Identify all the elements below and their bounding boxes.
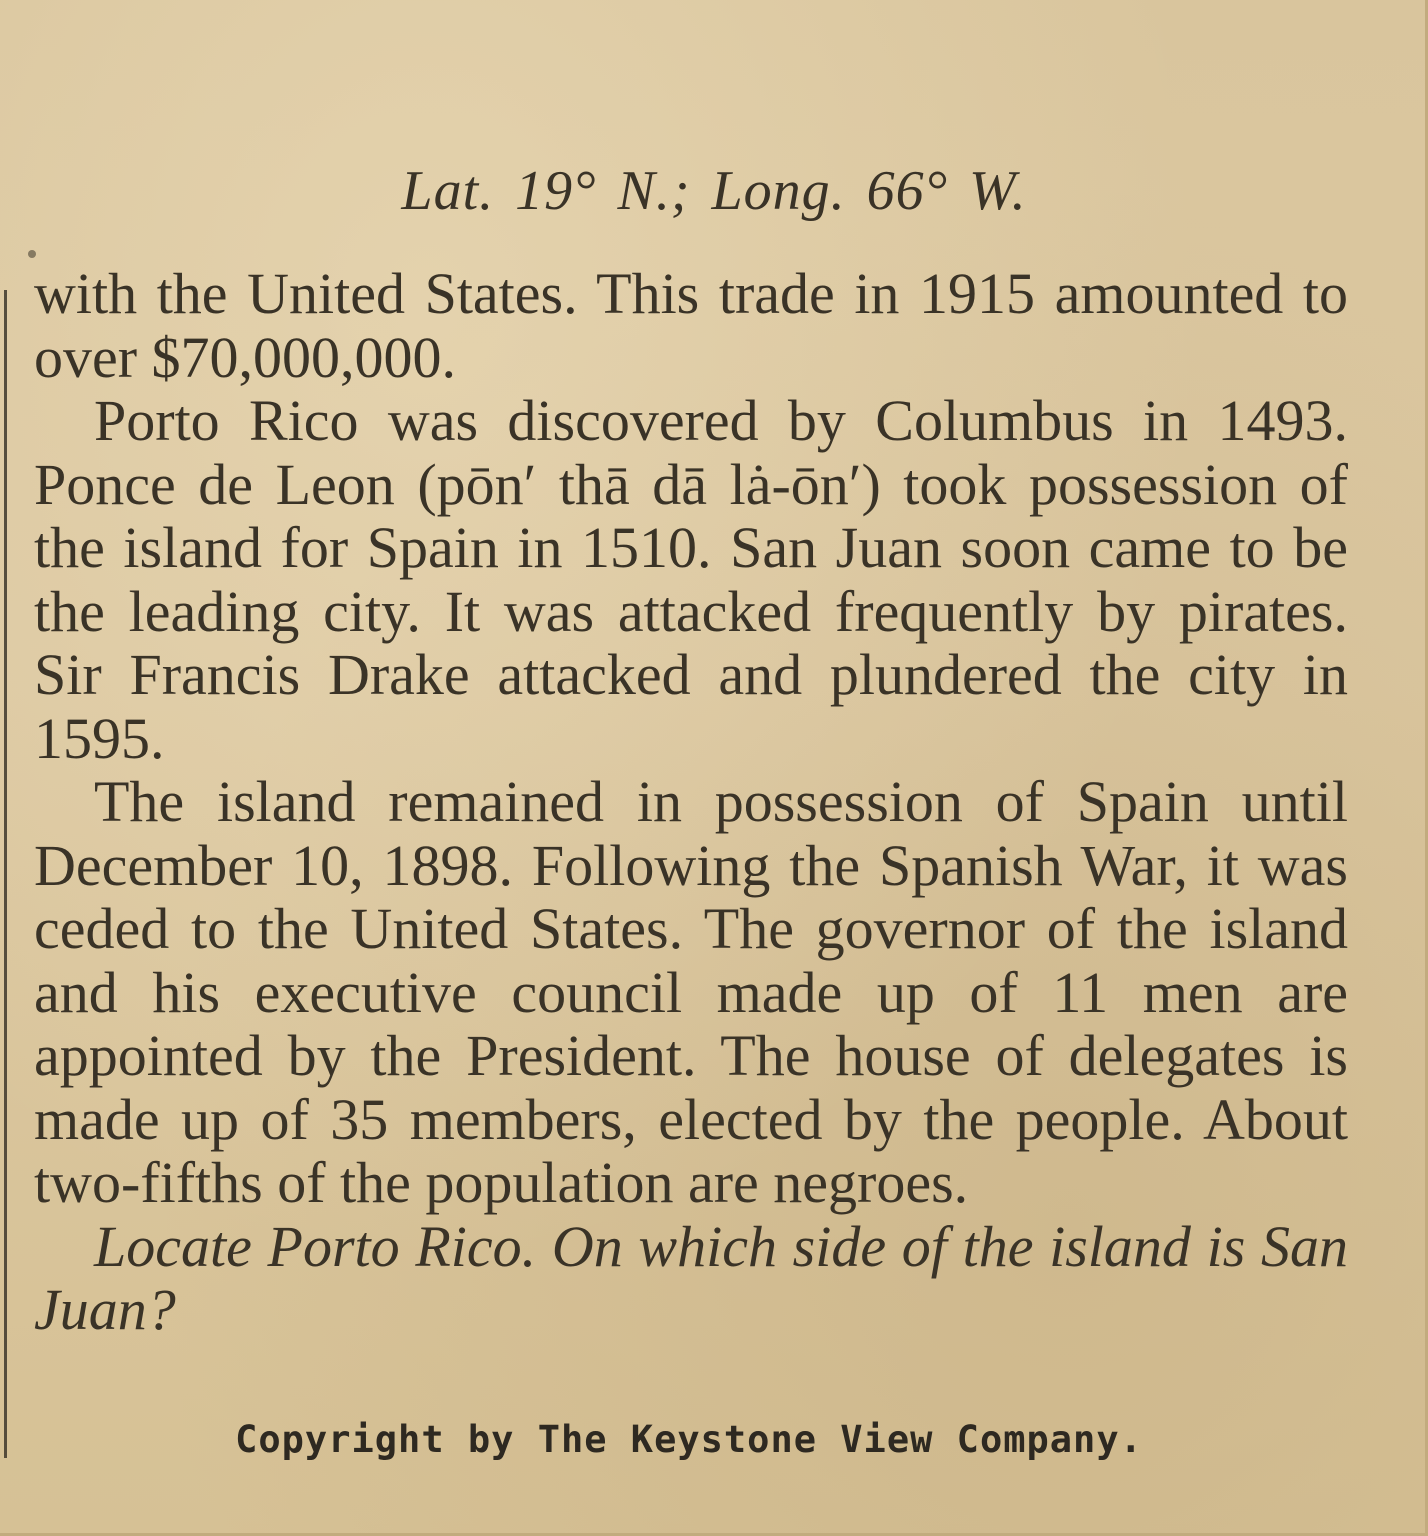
coordinates-heading: Lat. 19° N.; Long. 66° W.	[401, 160, 1027, 222]
paragraph-trade: with the United States. This trade in 1915 amounted to over $70,000,000.	[34, 261, 1348, 390]
paragraph-government: The island remained in possession of Spain until December 10, 1898. Following the Spanish War, it was ceded to the United States. The governor of the island and his executive council made up of 11 men are appointed by the President. The house of delegates is made up of 35 members, elected by the people. About two-fifths of the population are negroes.	[34, 769, 1348, 1215]
study-question: Locate Porto Rico. On which side of the island is San Juan?	[34, 1213, 1348, 1342]
copyright-line: Copyright by The Keystone View Company.	[235, 1418, 1143, 1461]
card-text-block	[34, 262, 1348, 1342]
paragraph-history: Porto Rico was discovered by Columbus in 1493. Ponce de Leon (pōn′ thā dā lȧ-ōn′) took possession of the island for Spain in 1510. San Juan soon came to be the leading city. It was attacked frequently by pirates. Sir Francis Drake attacked and plundered the city in 1595.	[34, 388, 1348, 771]
ink-speck	[28, 250, 36, 258]
left-border-rule	[4, 290, 7, 1458]
